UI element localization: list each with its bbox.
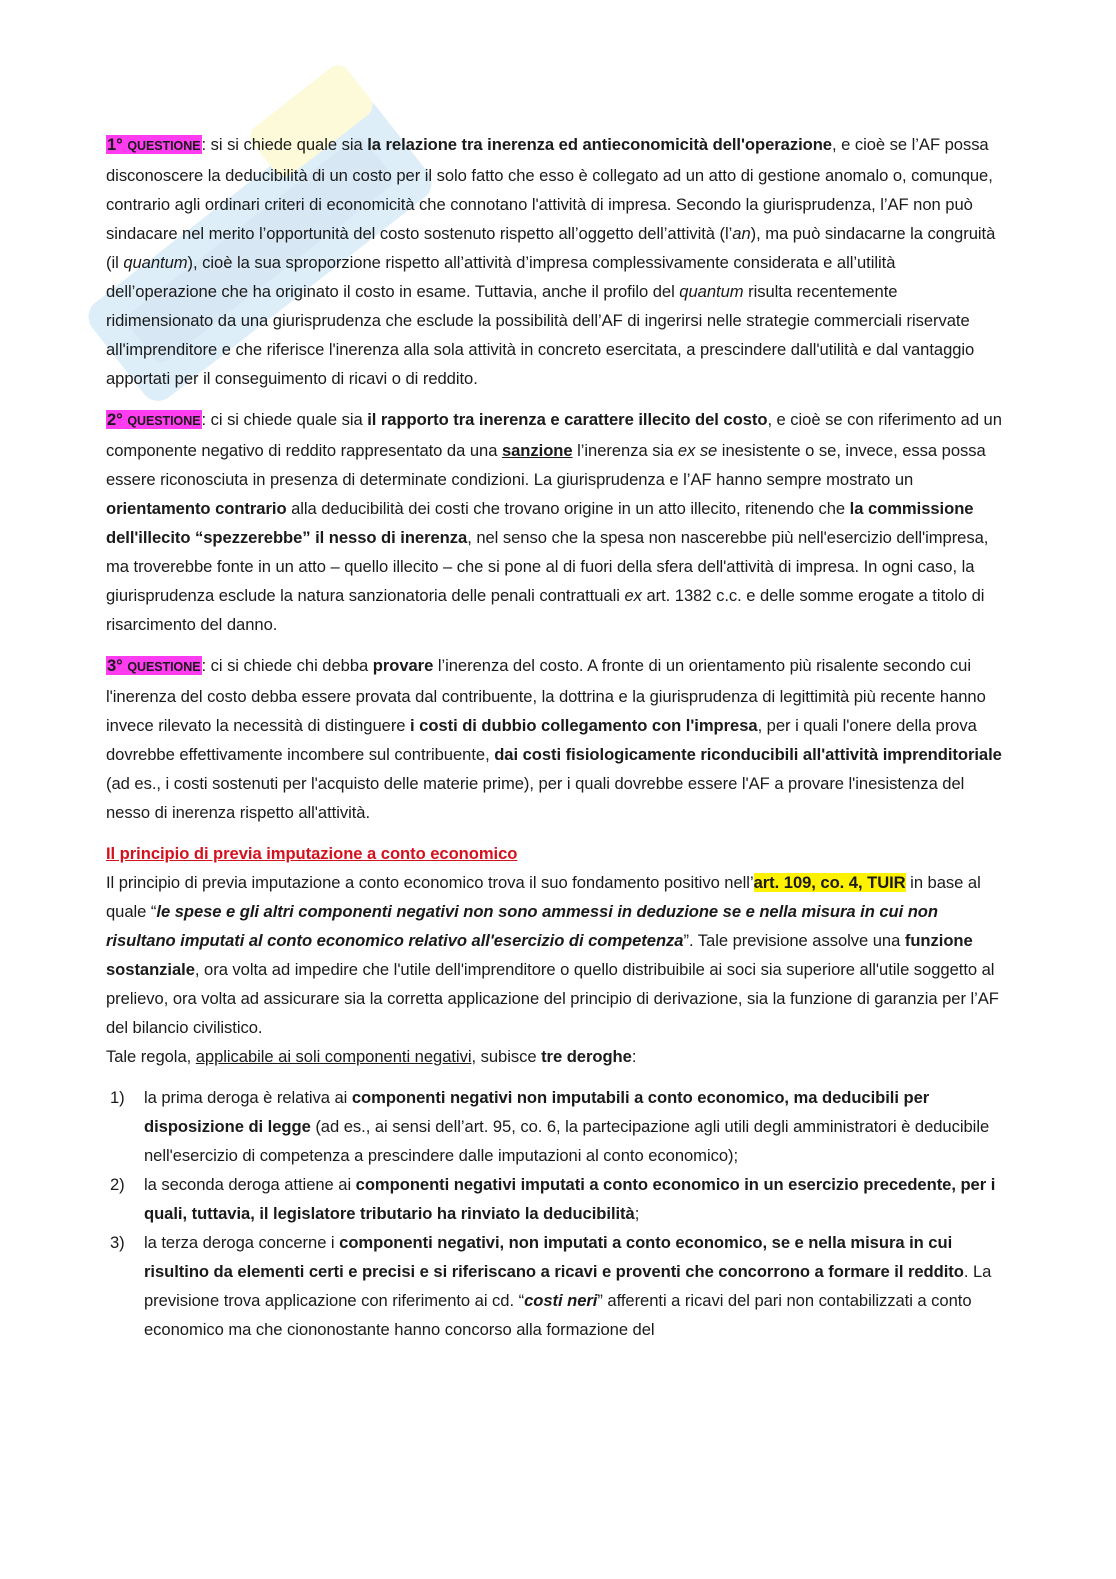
question-3-paragraph: 3° QUESTIONE: ci si chiede chi debba provare l’inerenza del costo. A fronte di un orientamento più risalente secondo cui l'inerenza del costo debba essere provata dal contribuente, la dottrina e la giurisprudenza di legittimità più recente hanno invece rilevato la necessità di distinguere i costi di dubbio collegamento con l'impresa, per i quali l'onere della prova dovrebbe effettivamente incombere sul contribuente, dai costi fisiologicamente riconducibili all'attività imprenditoriale (ad es., i costi sostenuti per l'acquisto delle materie prime), per i quali dovrebbe essere l'AF a provare l'inesistenza del nesso di inerenza rispetto all'attività. bbox=[106, 656, 1002, 822]
article-highlight: art. 109, co. 4, TUIR bbox=[753, 873, 906, 892]
question-1-paragraph: 1° QUESTIONE: si si chiede quale sia la relazione tra inerenza ed antieconomicità dell'operazione, e cioè se l’AF possa disconoscere la deducibilità di un costo per il solo fatto che esso è collegato ad un atto di gestione anomalo o, comunque, contrario agli ordinari criteri di economicità che connotano l'attività di impresa. Secondo la giurisprudenza, l’AF non può sindacare nel merito l’opportunità del costo sostenuto rispetto all’oggetto dell’attività (l’an), ma può sindacarne la congruità (il quantum), cioè la sua sproporzione rispetto all’attività d’impresa complessivamente considerata e all’utilità dell’operazione che ha originato il costo in esame. Tuttavia, anche il profilo del quantum risulta recentemente ridimensionato da una giurisprudenza che esclude la possibilità dell’AF di ingerirsi nelle strategie commerciali riservate all'imprenditore e che riferisce l'inerenza alla sola attività in concreto esercitata, a prescindere dall'utilità e dal vantaggio apportati per il conseguimento di ricavi o di reddito. bbox=[106, 135, 996, 388]
deroghe-list bbox=[106, 1083, 1006, 1344]
question-2-paragraph: 2° QUESTIONE: ci si chiede quale sia il rapporto tra inerenza e carattere illecito del costo, e cioè se con riferimento ad un componente negativo di reddito rappresentato da una sanzione l’inerenza sia ex se inesistente o se, invece, essa possa essere riconosciuta in presenza di determinate condizioni. La giurisprudenza e l’AF hanno sempre mostrato un orientamento contrario alla deducibilità dei costi che trovano origine in un atto illecito, ritenendo che la commissione dell'illecito “spezzerebbe” il nesso di inerenza, nel senso che la spesa non nascerebbe più nell'esercizio dell'impresa, ma troverebbe fonte in un atto – quello illecito – che si pone al di fuori della sfera dell'attività di impresa. In ogni caso, la giurisprudenza esclude la natura sanzionatoria delle penali contrattuali ex art. 1382 c.c. e delle somme erogate a titolo di risarcimento del danno. bbox=[106, 410, 1002, 634]
question-1-tag: 1° QUESTIONE bbox=[107, 135, 201, 154]
list-item: 2) la seconda deroga attiene ai componenti negativi imputati a conto economico in un esercizio precedente, per i quali, tuttavia, il legislatore tributario ha rinviato la deducibilità; bbox=[110, 1175, 996, 1223]
question-2-tag: 2° QUESTIONE bbox=[107, 410, 201, 429]
list-item: 1) la prima deroga è relativa ai componenti negativi non imputabili a conto economico, ma deducibili per disposizione di legge (ad es., ai sensi dell’art. 95, co. 6, la partecipazione agli utili degli amministratori è deducibile nell'esercizio di competenza a prescindere dalle imputazioni al conto economico); bbox=[110, 1088, 990, 1165]
question-3-tag: 3° QUESTIONE bbox=[107, 656, 201, 675]
section-heading: Il principio di previa imputazione a conto economico bbox=[106, 844, 518, 863]
list-item: 3) la terza deroga concerne i componenti negativi, non imputati a conto economico, se e nella misura in cui risultino da elementi certi e precisi e si riferiscano a ricavi e proventi che concorrono a formare il reddito. La previsione trova applicazione con riferimento ai cd. “costi neri” afferenti a ricavi del pari non contabilizzati a conto economico ma che ciononostante hanno concorso alla formazione del bbox=[110, 1233, 992, 1339]
document-page bbox=[106, 130, 1006, 1344]
section-body: Il principio di previa imputazione a conto economico trova il suo fondamento positivo nell’art. 109, co. 4, TUIR in base al quale “le spese e gli altri componenti negativi non sono ammessi in deduzione se e nella misura in cui non risultano imputati al conto economico relativo all'esercizio di competenza”. Tale previsione assolve una funzione sostanziale, ora volta ad impedire che l'utile dell'imprenditore o quello distribuibile ai soci sia superiore all'utile soggetto al prelievo, ora volta ad assicurare sia la corretta applicazione del principio di derivazione, sia la funzione di garanzia per l’AF del bilancio civilistico. Tale regola, applicabile ai soli componenti negativi, subisce tre deroghe: bbox=[106, 873, 999, 1066]
